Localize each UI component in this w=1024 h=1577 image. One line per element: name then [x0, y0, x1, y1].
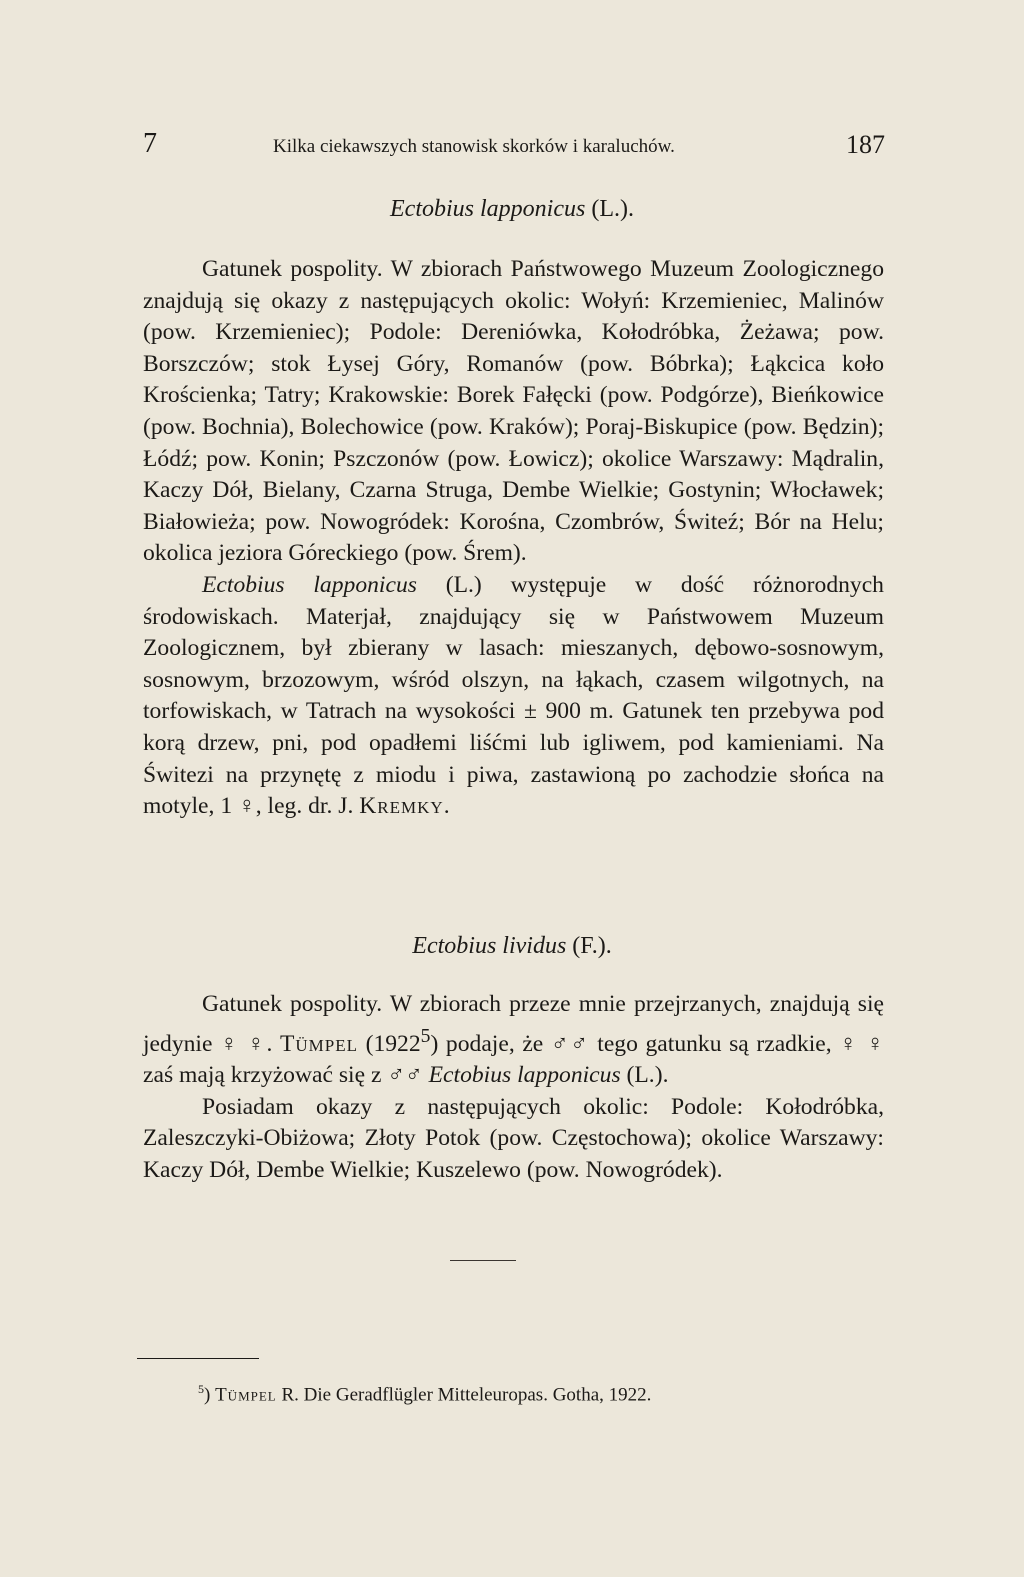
chapter-number: 7: [143, 128, 157, 159]
paragraph: Posiadam okazy z następujących okolic: Podole: Kołodróbka, Zaleszczyki-Obiżowa; Złoty Potok (pow. Częstochowa); okolice Warszawy: Kaczy Dół, Dembe Wielkie; Kuszelewo (pow. Nowogródek).: [143, 1093, 884, 1183]
collector-name: Kremky.: [359, 793, 451, 820]
paragraph-text: (1922: [357, 1030, 421, 1057]
paragraph-text: ) podaje, że ♂♂ tego gatunku są rzadkie, ♀ ♀ zaś mają krzyżować się z ♂♂: [143, 1030, 884, 1089]
footnote-rule: [137, 1358, 259, 1359]
paragraph: [143, 570, 884, 823]
species-name: Ectobius lividus: [412, 933, 567, 959]
section-lapponicus-body: [143, 254, 884, 823]
species-heading-lividus: [0, 933, 1024, 960]
species-heading-lapponicus: [0, 196, 1024, 223]
paragraph: [143, 989, 884, 1092]
section-separator: [450, 1260, 516, 1261]
paragraph-text: (L.).: [620, 1062, 669, 1089]
species-author: (F.).: [572, 933, 612, 959]
page-number: 187: [846, 130, 885, 159]
author-name: Tümpel: [279, 1030, 358, 1057]
species-name: Ectobius lapponicus: [390, 196, 586, 222]
footnote-author: Tümpel: [215, 1384, 277, 1406]
running-title: Kilka ciekawszych stanowisk skorków i karaluchów.: [273, 136, 675, 157]
paragraph-text: (L.) występuje w dość różnorodnych środowiskach. Materjał, znajdujący się w Państwowem Muzeum Zoologicznem, był zbierany w lasach: mieszanych, dębowo-sosnowym, sosnowym, brzozowym, wśród olszyn, na łąkach, czasem wilgotnych, na torfowiskach, w Tatrach na wysokości ± 900 m. Gatunek ten przebywa pod korą drzew, pni, pod opadłemi liśćmi lub igliwem, pod kamieniami. Na Świtezi na przynętę z miodu i piwa, zastawioną po zachodzie słońca na motyle, 1 ♀, leg. dr. J.: [143, 571, 884, 820]
footnote: $^5$) Tümpel R. Die Geradflügler Mitteleuropas. Gotha, 1922.: [198, 1382, 652, 1406]
footnote-ref: 5: [420, 1024, 431, 1047]
species-name: Ectobius lapponicus: [202, 571, 417, 598]
running-header: [143, 128, 887, 168]
paragraph-text: Gatunek pospolity. W zbiorach przeze mnie przejrzanych, znajdują się jedynie ♀ ♀.: [143, 991, 884, 1057]
footnote-text: R. Die Geradflügler Mitteleuropas. Gotha, 1922.: [276, 1384, 652, 1406]
paragraph: Gatunek pospolity. W zbiorach Państwowego Muzeum Zoologicznego znajdują się okazy z następujących okolic: Wołyń: Krzemieniec, Malinów (pow. Krzemieniec); Podole: Dereniówka, Kołodróbka, Żeżawa; pow. Borszczów; stok Łysej Góry, Romanów (pow. Bóbrka); Łąkcica koło Krościenka; Tatry; Krakowskie: Borek Fałęcki (pow. Podgórze), Bieńkowice (pow. Bochnia), Bolechowice (pow. Kraków); Poraj-Biskupice (pow. Będzin); Łódź; pow. Konin; Pszczonów (pow. Łowicz); okolice Warszawy: Mądralin, Kaczy Dół, Bielany, Czarna Struga, Dembe Wielkie; Gostynin; Włocławek; Białowieża; pow. Nowogródek: Korośna, Czombrów, Świteź; Bór na Helu; okolica jeziora Góreckiego (pow. Śrem).: [143, 256, 884, 567]
species-author: (L.).: [591, 196, 634, 222]
section-lividus-body: [143, 989, 884, 1186]
species-name: Ectobius lapponicus: [428, 1062, 621, 1089]
footnote-mark: 5: [198, 1382, 204, 1396]
